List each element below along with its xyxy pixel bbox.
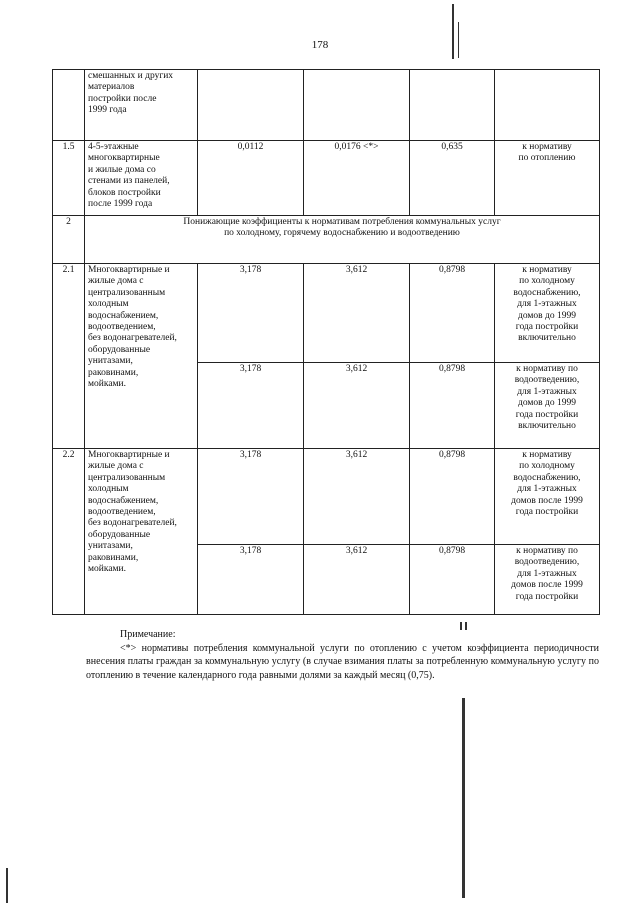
- value-cell: 0,8798: [410, 363, 495, 449]
- note-cell: к нормативу по водоотведению, для 1-этажных домов после 1999 года постройки: [495, 545, 600, 615]
- scan-mark: [460, 622, 462, 630]
- table-row: [53, 449, 600, 545]
- value-cell: 0,8798: [410, 449, 495, 545]
- row-number: 2.2: [53, 449, 85, 615]
- scan-mark: [462, 698, 465, 898]
- row-description: 4-5-этажные многоквартирные и жилые дома со стенами из панелей, блоков постройки после 1999 года: [85, 141, 198, 216]
- table-row: [53, 70, 600, 141]
- note-cell: к нормативу по холодному водоснабжению, для 1-этажных домов до 1999 года постройки включительно: [495, 264, 600, 363]
- scan-mark: [6, 868, 8, 903]
- table-row: [53, 264, 600, 363]
- section-title: Понижающие коэффициенты к нормативам потребления коммунальных услуг по холодному, горячему водоснабжению и водоотведению: [85, 216, 600, 264]
- scan-mark: [452, 4, 454, 59]
- table-row: [53, 141, 600, 216]
- value-cell: 0,8798: [410, 264, 495, 363]
- value-cell: 3,612: [304, 545, 410, 615]
- scan-mark: [465, 622, 467, 630]
- value-cell: 3,178: [198, 264, 304, 363]
- remark-block: [86, 628, 599, 682]
- row-description: Многоквартирные и жилые дома с централизованным холодным водоснабжением, водоотведением, без водонагревателей, оборудованные унитазами, раковинами, мойками.: [85, 449, 198, 615]
- value-cell: 0,8798: [410, 545, 495, 615]
- value-cell: 3,612: [304, 264, 410, 363]
- scan-mark: [458, 22, 459, 58]
- section-header-row: [53, 216, 600, 264]
- value-cell: 3,612: [304, 363, 410, 449]
- value-cell: 0,635: [410, 141, 495, 216]
- value-cell: 0,0176 <*>: [304, 141, 410, 216]
- note-cell: [495, 70, 600, 141]
- value-cell: 3,178: [198, 449, 304, 545]
- value-cell: 0,0112: [198, 141, 304, 216]
- page-number: 178: [311, 39, 329, 51]
- row-description: Многоквартирные и жилые дома с централизованным холодным водоснабжением, водоотведением, без водонагревателей, оборудованные унитазами, раковинами, мойками.: [85, 264, 198, 449]
- value-cell: 3,612: [304, 449, 410, 545]
- row-number: [53, 70, 85, 141]
- row-number: 2.1: [53, 264, 85, 449]
- value-cell: 3,178: [198, 363, 304, 449]
- note-cell: к нормативу по холодному водоснабжению, для 1-этажных домов после 1999 года постройки: [495, 449, 600, 545]
- coefficients-table: [52, 69, 600, 615]
- value-cell: [304, 70, 410, 141]
- row-number: 1.5: [53, 141, 85, 216]
- value-cell: 3,178: [198, 545, 304, 615]
- value-cell: [198, 70, 304, 141]
- section-number: 2: [53, 216, 85, 264]
- note-cell: к нормативу по водоотведению, для 1-этажных домов до 1999 года постройки включительно: [495, 363, 600, 449]
- row-description: смешанных и других материалов постройки после 1999 года: [85, 70, 198, 141]
- value-cell: [410, 70, 495, 141]
- remark-title: Примечание:: [120, 629, 176, 640]
- remark-body: <*> нормативы потребления коммунальной услуги по отоплению с учетом коэффициента периодичности внесения платы граждан за коммунальную услугу (в случае взимания платы за потребленную коммунальную услугу по отоплению в течение календарного года равными долями за каждый месяц (0,75).: [86, 642, 599, 681]
- note-cell: к нормативу по отоплению: [495, 141, 600, 216]
